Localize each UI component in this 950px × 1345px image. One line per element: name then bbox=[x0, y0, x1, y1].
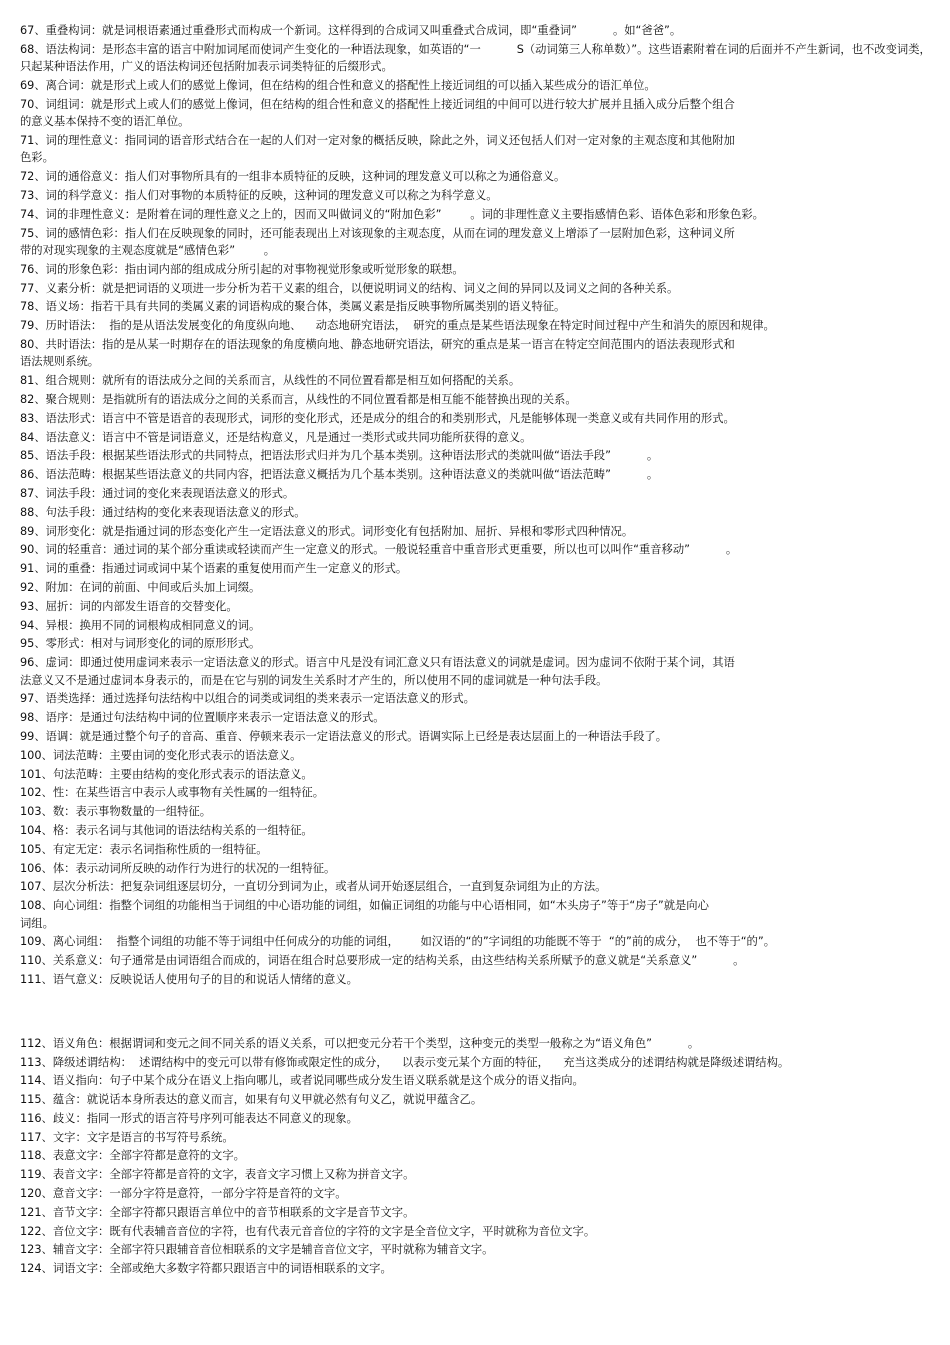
glossary-entry: 86、语法范畴：根据某些语法意义的共同内容，把语法意义概括为几个基本类别。这种语法意义的类就叫做“语法范畴” 。 bbox=[20, 468, 659, 482]
glossary-entry: 88、句法手段：通过结构的变化来表现语法意义的形式。 bbox=[20, 505, 306, 519]
glossary-entry: 110、关系意义：句子通常是由词语组合而成的，词语在组合时总要形成一定的结构关系，由这些结构关系所赋予的意义就是“关系意义” 。 bbox=[20, 954, 745, 968]
glossary-entry: 118、表意文字：全部字符都是意符的文字。 bbox=[20, 1149, 245, 1163]
glossary-entry: 111、语气意义：反映说话人使用句子的目的和说话人情绪的意义。 bbox=[20, 972, 358, 986]
glossary-entry: 94、异根：换用不同的词根构成相同意义的词。 bbox=[20, 618, 261, 632]
glossary-entry: 82、聚合规则：是指就所有的语法成分之间的关系而言，从线性的不同位置看都是相互能不能替换出现的关系。 bbox=[20, 392, 577, 406]
glossary-entry: 119、表音文字：全部字符都是音符的文字，表音文字习惯上又称为拼音文字。 bbox=[20, 1168, 415, 1182]
glossary-entry: 100、词法范畴：主要由词的变化形式表示的语法意义。 bbox=[20, 748, 302, 762]
glossary-entry: 67、重叠构词：就是词根语素通过重叠形式而构成一个新词。这样得到的合成词又叫重叠式合成词，即“重叠词” 。如“爸爸”。 bbox=[20, 24, 682, 37]
glossary-list bbox=[20, 22, 935, 1279]
glossary-entry: 101、句法范畴：主要由结构的变化形式表示的语法意义。 bbox=[20, 767, 313, 781]
glossary-entry: 74、词的非理性意义：是附着在词的理性意义之上的，因而又叫做词义的“附加色彩” 。词的非理性意义主要指感情色彩、语体色彩和形象色彩。 bbox=[20, 207, 764, 221]
glossary-entry: 121、音节文字：全部字符都只跟语言单位中的音节相联系的文字是音节文字。 bbox=[20, 1205, 415, 1219]
glossary-entry: 105、有定无定：表示名词指称性质的一组特征。 bbox=[20, 842, 268, 856]
glossary-entry: 87、词法手段：通过词的变化来表现语法意义的形式。 bbox=[20, 486, 295, 500]
glossary-entry: 116、歧义：指同一形式的语言符号序列可能表达不同意义的现象。 bbox=[20, 1111, 358, 1125]
glossary-entry: 115、蕴含：就说话本身所表达的意义而言，如果有句义甲就必然有句义乙，就说甲蕴含乙。 bbox=[20, 1093, 483, 1107]
glossary-entry: 80、共时语法：指的是从某一时期存在的语法现象的角度横向地、静态地研究语法，研究的重点是某一语言在特定空间范围内的语法表现形式和 语法规则系统。 bbox=[20, 337, 735, 369]
glossary-entry: 96、虚词：即通过使用虚词来表示一定语法意义的形式。语言中凡是没有词汇意义只有语法意义的词就是虚词。因为虚词不依附于某个词，其语 法意义又不是通过虚词本身表示的，而是在它与别的词发生关系时才产生的，所以使用不同的虚词就是一种句法手段。 bbox=[20, 656, 735, 687]
glossary-entry: 79、历时语法： 指的是从语法发展变化的角度纵向地、 动态地研究语法， 研究的重点是某些语法现象在特定时间过程中产生和消失的原因和规律。 bbox=[20, 319, 775, 333]
glossary-entry: 117、文字：文字是语言的书写符号系统。 bbox=[20, 1130, 234, 1144]
glossary-entry: 72、词的通俗意义：指人们对事物所具有的一组非本质特征的反映，这种词的理发意义可以称之为通俗意义。 bbox=[20, 170, 566, 184]
glossary-entry: 92、附加：在词的前面、中间或后头加上词缀。 bbox=[20, 580, 261, 594]
glossary-entry: 97、语类选择：通过选择句法结构中以组合的词类或词组的类来表示一定语法意义的形式。 bbox=[20, 692, 475, 706]
glossary-entry: 114、语义指向：句子中某个成分在语义上指向哪儿，或者说同哪些成分发生语义联系就是这个成分的语义指向。 bbox=[20, 1074, 584, 1088]
glossary-entry: 98、语序：是通过句法结构中词的位置顺序来表示一定语法意义的形式。 bbox=[20, 711, 385, 725]
glossary-entry: 108、向心词组：指整个词组的功能相当于词组的中心语功能的词组，如偏正词组的功能与中心语相同，如“木头房子”等于“房子”就是向心 词组。 bbox=[20, 899, 709, 930]
glossary-entry: 77、义素分析：就是把词语的义项进一步分析为若干义素的组合，以便说明词义的结构、词义之间的异同以及词义之间的各种关系。 bbox=[20, 281, 679, 295]
glossary-entry: 73、词的科学意义：指人们对事物的本质特征的反映，这种词的理发意义可以称之为科学意义。 bbox=[20, 189, 498, 202]
glossary-entry: 70、词组词：就是形式上或人们的感觉上像词，但在结构的组合性和意义的搭配性上接近词组的中间可以进行较大扩展并且插入成分后整个组合 的意义基本保持不变的语汇单位。 bbox=[20, 97, 735, 129]
glossary-entry: 93、屈折：词的内部发生语音的交替变化。 bbox=[20, 599, 238, 613]
glossary-entry: 90、词的轻重音：通过词的某个部分重读或轻读而产生一定意义的形式。一般说轻重音中重音形式更重要，所以也可以叫作“重音移动” 。 bbox=[20, 543, 738, 557]
glossary-section-2 bbox=[20, 1035, 935, 1278]
glossary-entry: 106、体：表示动词所反映的动作行为进行的状况的一组特征。 bbox=[20, 861, 336, 875]
glossary-entry: 95、零形式：相对与词形变化的词的原形形式。 bbox=[20, 637, 261, 651]
glossary-entry: 85、语法手段：根据某些语法形式的共同特点，把语法形式归并为几个基本类别。这种语法形式的类就叫做“语法手段” 。 bbox=[20, 449, 659, 463]
glossary-entry: 107、层次分析法：把复杂词组逐层切分，一直切分到词为止，或者从词开始逐层组合，一直到复杂词组为止的方法。 bbox=[20, 880, 607, 894]
glossary-entry: 104、格：表示名词与其他词的语法结构关系的一组特征。 bbox=[20, 823, 313, 837]
glossary-entry: 75、词的感情色彩：指人们在反映现象的同时，还可能表现出上对该现象的主观态度，从而在词的理发意义上增添了一层附加色彩，这种词义所 带的对现实现象的主观态度就是“感情色彩” 。 bbox=[20, 226, 735, 257]
glossary-entry: 89、词形变化：就是指通过词的形态变化产生一定语法意义的形式。词形变化有包括附加、屈折、异根和零形式四种情况。 bbox=[20, 524, 634, 538]
glossary-entry: 76、词的形象色彩：指由词内部的组成成分所引起的对事物视觉形象或听觉形象的联想。 bbox=[20, 262, 464, 276]
glossary-entry: 123、辅音文字：全部字符只跟辅音音位相联系的文字是辅音音位文字，平时就称为辅音文字。 bbox=[20, 1243, 494, 1257]
glossary-entry: 68、语法构词：是形态丰富的语言中附加词尾而使词产生变化的一种语法现象，如英语的“一 S（动词第三人称单数）”。这些语素附着在词的后面并不产生新词，也不改变词类，只起某种语法作用，广义的语法构词还包括附加表示词类特征的后缀形式。 bbox=[20, 42, 931, 74]
glossary-entry: 84、语法意义：语言中不管是词语意义，还是结构意义，凡是通过一类形式或共同功能所获得的意义。 bbox=[20, 430, 532, 444]
glossary-entry: 120、意音文字：一部分字符是意符，一部分字符是音符的文字。 bbox=[20, 1187, 347, 1201]
glossary-entry: 83、语法形式：语言中不管是语音的表现形式，词形的变化形式，还是成分的组合的和类别形式，凡是能够体现一类意义或有共同作用的形式。 bbox=[20, 411, 735, 425]
glossary-entry: 122、音位文字：既有代表辅音音位的字符，也有代表元音音位的字符的文字是全音位文字，平时就称为音位文字。 bbox=[20, 1224, 596, 1238]
section-gap bbox=[20, 990, 935, 1035]
glossary-entry: 71、词的理性意义：指同词的语音形式结合在一起的人们对一定对象的概括反映，除此之外，词义还包括人们对一定对象的主观态度和其他附加 色彩。 bbox=[20, 134, 735, 165]
glossary-entry: 91、词的重叠：指通过词或词中某个语素的重复使用而产生一定意义的形式。 bbox=[20, 562, 408, 576]
glossary-entry: 78、语义场：指若干具有共同的类属义素的词语构成的聚合体，类属义素是指反映事物所属类别的语义特征。 bbox=[20, 300, 566, 314]
glossary-entry: 113、降级述谓结构： 述谓结构中的变元可以带有修饰或限定性的成分， 以表示变元某个方面的特征， 充当这类成分的述谓结构就是降级述谓结构。 bbox=[20, 1055, 790, 1069]
glossary-entry: 102、性：在某些语言中表示人或事物有关性属的一组特征。 bbox=[20, 786, 324, 800]
glossary-section-1 bbox=[20, 22, 935, 988]
glossary-entry: 109、离心词组： 指整个词组的功能不等于词组中任何成分的功能的词组， 如汉语的“的”字词组的功能既不等于 “的”前的成分， 也不等于“的”。 bbox=[20, 935, 775, 949]
glossary-entry: 69、离合词：就是形式上或人们的感觉上像词，但在结构的组合性和意义的搭配性上接近词组的可以插入某些成分的语汇单位。 bbox=[20, 79, 656, 92]
glossary-entry: 103、数：表示事物数量的一组特征。 bbox=[20, 805, 212, 819]
glossary-entry: 124、词语文字：全部或绝大多数字符都只跟语言中的词语相联系的文字。 bbox=[20, 1262, 392, 1276]
glossary-entry: 81、组合规则：就所有的语法成分之间的关系而言，从线性的不同位置看都是相互如何搭配的关系。 bbox=[20, 374, 521, 388]
glossary-entry: 99、语调：就是通过整个句子的音高、重音、停顿来表示一定语法意义的形式。语调实际上已经是表达层面上的一种语法手段了。 bbox=[20, 729, 668, 743]
glossary-entry: 112、语义角色：根据谓词和变元之间不同关系的语义关系，可以把变元分若干个类型，这种变元的类型一般称之为“语义角色” 。 bbox=[20, 1036, 700, 1050]
